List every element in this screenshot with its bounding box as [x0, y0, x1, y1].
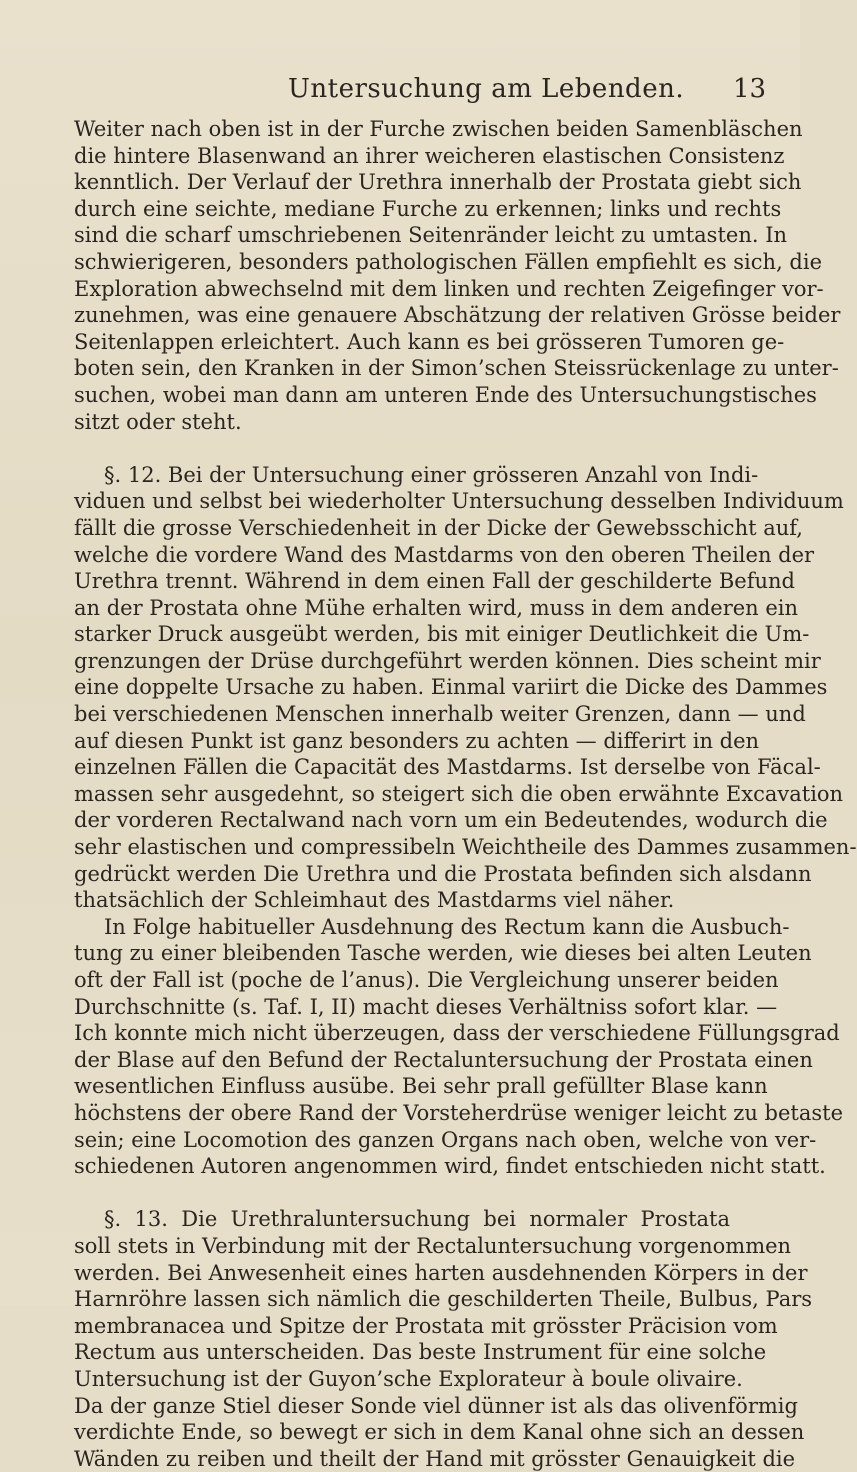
text-line: Seitenlappen erleichtert. Auch kann es bei grösseren Tumoren ge-: [74, 329, 785, 354]
page-header: [0, 74, 800, 114]
text-line: einzelnen Fällen die Capacität des Mastdarms. Ist derselbe von Fäcal-: [74, 755, 821, 780]
text-line: starker Druck ausgeübt werden, bis mit einiger Deutlichkeit die Um-: [74, 622, 810, 647]
body-text: [74, 116, 857, 1472]
text-line: gedrückt werden Die Urethra und die Prostata befinden sich alsdann: [74, 861, 812, 886]
text-line: boten sein, den Kranken in der Simon’schen Steissrückenlage zu unter-: [74, 356, 839, 381]
text-line: wesentlichen Einfluss ausübe. Bei sehr prall gefüllter Blase kann: [74, 1074, 768, 1099]
text-line: schiedenen Autoren angenommen wird, findet entschieden nicht statt.: [74, 1154, 826, 1179]
text-line: suchen, wobei man dann am unteren Ende des Untersuchungstisches: [74, 382, 817, 407]
text-line: sitzt oder steht.: [74, 409, 242, 434]
text-line: tung zu einer bleibenden Tasche werden, wie dieses bei alten Leuten: [74, 941, 812, 966]
text-line: Weiter nach oben ist in der Furche zwischen beiden Samenbläschen: [74, 117, 803, 141]
text-line: eine doppelte Ursache zu haben. Einmal variirt die Dicke des Dammes: [74, 675, 828, 700]
text-line: oft der Fall ist (poche de l’anus). Die Vergleichung unserer beiden: [74, 968, 779, 992]
text-line: membranacea und Spitze der Prostata mit grösster Präcision vom: [74, 1313, 778, 1338]
page-number: 13: [733, 74, 767, 104]
text-line: Durchschnitte (s. Taf. I, II) macht dieses Verhältniss sofort klar. —: [74, 994, 778, 1019]
text-line: zunehmen, was eine genauere Abschätzung der relativen Grösse beider: [74, 303, 841, 328]
text-line: §. 13. Die Urethraluntersuchung bei normaler Prostata: [104, 1207, 730, 1232]
text-line: viduen und selbst bei wiederholter Untersuchung desselben Individuum: [74, 489, 844, 514]
text-line: Untersuchung ist der Guyon’sche Explorateur à boule olivaire.: [74, 1366, 743, 1391]
text-line: grenzungen der Drüse durchgeführt werden können. Dies scheint mir: [74, 648, 821, 673]
text-line: verdichte Ende, so bewegt er sich in dem Kanal ohne sich an dessen: [74, 1420, 805, 1445]
text-line: die hintere Blasenwand an ihrer weicheren elastischen Consistenz: [74, 143, 785, 168]
paragraph-gap: [74, 435, 730, 462]
text-line: sein; eine Locomotion des ganzen Organs nach oben, welche von ver-: [74, 1127, 817, 1152]
text-line: Urethra trennt. Während in dem einen Fall der geschilderte Befund: [74, 569, 795, 594]
text-line: sehr elastischen und compressibeln Weichtheile des Dammes zusammen-: [74, 835, 857, 860]
text-line: Da der ganze Stiel dieser Sonde viel dünner ist als das olivenförmig: [74, 1393, 798, 1418]
text-line: sind die scharf umschriebenen Seitenränder leicht zu umtasten. In: [74, 223, 788, 248]
text-line: soll stets in Verbindung mit der Rectaluntersuchung vorgenommen: [74, 1233, 792, 1258]
text-line: fällt die grosse Verschiedenheit in der Dicke der Gewebsschicht auf,: [74, 515, 803, 540]
text-line: höchstens der obere Rand der Vorsteherdrüse weniger leicht zu betaste: [74, 1100, 844, 1125]
text-line: an der Prostata ohne Mühe erhalten wird, muss in dem anderen ein: [74, 595, 799, 620]
text-line: der vorderen Rectalwand nach vorn um ein Bedeutendes, wodurch die: [74, 808, 828, 833]
text-line: Exploration abwechselnd mit dem linken und rechten Zeigefinger vor-: [74, 276, 824, 301]
text-line: §. 12. Bei der Untersuchung einer grösseren Anzahl von Indi-: [104, 462, 759, 487]
text-line: massen sehr ausgedehnt, so steigert sich die oben erwähnte Excavation: [74, 781, 844, 806]
text-line: kenntlich. Der Verlauf der Urethra innerhalb der Prostata giebt sich: [74, 170, 802, 195]
text-line: durch eine seichte, mediane Furche zu erkennen; links und rechts: [74, 196, 782, 221]
text-line: bei verschiedenen Menschen innerhalb weiter Grenzen, dann — und: [74, 702, 806, 727]
paragraph-gap: [74, 1180, 730, 1207]
text-line: Ich konnte mich nicht überzeugen, dass der verschiedene Füllungsgrad: [74, 1021, 840, 1046]
text-line: der Blase auf den Befund der Rectaluntersuchung der Prostata einen: [74, 1047, 813, 1072]
text-line: Rectum aus unterscheiden. Das beste Instrument für eine solche: [74, 1340, 767, 1365]
text-line: schwierigeren, besonders pathologischen Fällen empfiehlt es sich, die: [74, 249, 823, 274]
text-line: In Folge habitueller Ausdehnung des Rectum kann die Ausbuch-: [104, 914, 790, 939]
text-line: thatsächlich der Schleimhaut des Mastdarms viel näher.: [74, 888, 675, 913]
running-title: Untersuchung am Lebenden.: [288, 74, 685, 104]
text-line: welche die vordere Wand des Mastdarms von den oberen Theilen der: [74, 542, 815, 567]
text-line: Wänden zu reiben und theilt der Hand mit grösster Genauigkeit die: [74, 1446, 796, 1471]
text-line: auf diesen Punkt ist ganz besonders zu achten — differirt in den: [74, 728, 760, 753]
text-line: Harnröhre lassen sich nämlich die geschilderten Theile, Bulbus, Pars: [74, 1287, 813, 1312]
text-line: werden. Bei Anwesenheit eines harten ausdehnenden Körpers in der: [74, 1260, 808, 1285]
